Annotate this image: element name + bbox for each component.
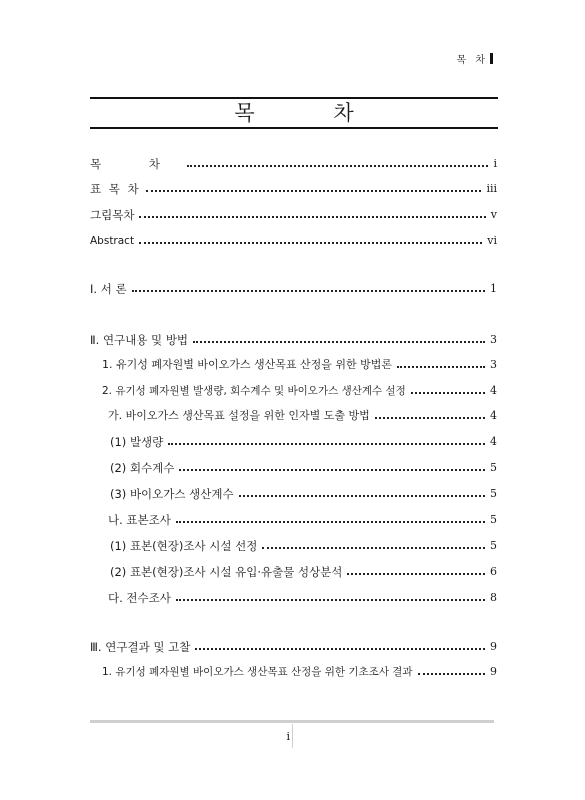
toc-leader-dots bbox=[179, 468, 485, 471]
toc-entry-page: 3 bbox=[490, 333, 497, 346]
toc-entry-page: 4 bbox=[490, 409, 497, 422]
toc-entry-item-sample-selection[interactable] bbox=[110, 537, 497, 553]
toc-entry-chapter-2[interactable] bbox=[90, 331, 497, 347]
toc-entry-subsection-ga[interactable] bbox=[108, 407, 497, 423]
toc-entry-chapter-3[interactable] bbox=[90, 638, 497, 654]
toc-entry-label: (2) 회수계수 bbox=[110, 461, 175, 475]
toc-leader-dots bbox=[262, 546, 485, 549]
toc-entry-list-of-tables[interactable] bbox=[90, 180, 497, 196]
toc-entry-label: Ⅲ. 연구결과 및 고찰 bbox=[90, 640, 191, 654]
toc-entry-section-3-1[interactable] bbox=[102, 663, 497, 679]
toc-entry-page: 5 bbox=[490, 513, 497, 526]
toc-entry-page: 8 bbox=[490, 591, 497, 604]
toc-entry-subsection-da[interactable] bbox=[108, 589, 497, 605]
toc-entry-label: (1) 발생량 bbox=[110, 435, 164, 449]
toc-leader-dots bbox=[176, 520, 485, 523]
toc-entry-page: 4 bbox=[490, 384, 497, 397]
toc-entry-page: 3 bbox=[490, 358, 497, 371]
toc-entry-page: i bbox=[493, 157, 497, 170]
title-rule-top bbox=[90, 97, 498, 99]
toc-entry-label: 그림목차 bbox=[90, 208, 135, 222]
footer-divider bbox=[292, 724, 293, 748]
toc-entry-item-1-generation[interactable] bbox=[110, 433, 497, 449]
toc-entry-page: 1 bbox=[490, 282, 497, 295]
toc-entry-subsection-na[interactable] bbox=[108, 511, 497, 527]
toc-entry-page: 6 bbox=[490, 565, 497, 578]
toc-entry-label: 1. 유기성 폐자원별 바이오가스 생산목표 산정을 위한 방법론 bbox=[102, 358, 392, 371]
toc-entry-label: Abstract bbox=[90, 235, 135, 247]
toc-entry-label: 1. 유기성 폐자원별 바이오가스 생산목표 산정을 위한 기초조사 결과 bbox=[102, 666, 413, 678]
toc-entry-label: Ⅱ. 연구내용 및 방법 bbox=[90, 333, 189, 347]
toc-leader-dots bbox=[418, 672, 485, 675]
toc-entry-page: 9 bbox=[490, 640, 497, 653]
toc-entry-label: (2) 표본(현장)조사 시설 유입·유출물 성상분석 bbox=[110, 565, 343, 579]
toc-leader-dots bbox=[176, 598, 485, 601]
toc-entry-page: 5 bbox=[490, 539, 497, 552]
toc-leader-dots bbox=[146, 189, 482, 192]
toc-leader-dots bbox=[411, 391, 485, 394]
toc-entry-page: v bbox=[490, 208, 497, 221]
toc-leader-dots bbox=[139, 215, 485, 218]
toc-leader-dots bbox=[239, 494, 485, 497]
toc-entry-page: 9 bbox=[490, 665, 497, 678]
toc-entry-abstract[interactable] bbox=[90, 232, 497, 248]
toc-entry-label: 표 목 차 bbox=[90, 182, 141, 196]
toc-entry-label: 가. 바이오가스 생산목표 설정을 위한 인자별 도출 방법 bbox=[108, 409, 370, 422]
toc-entry-label: 다. 전수조사 bbox=[108, 591, 171, 605]
footer-page-number: i bbox=[286, 730, 290, 743]
page-title: 목 차 bbox=[234, 101, 390, 125]
toc-leader-dots bbox=[193, 340, 485, 343]
toc-entry-list-of-figures[interactable] bbox=[90, 206, 497, 222]
toc-leader-dots bbox=[397, 365, 485, 368]
toc-entry-page: iii bbox=[486, 182, 497, 195]
toc-entry-chapter-1[interactable] bbox=[90, 280, 497, 296]
toc-entry-page: 4 bbox=[490, 435, 497, 448]
toc-leader-dots bbox=[139, 241, 482, 244]
toc-leader-dots bbox=[375, 416, 485, 419]
header-section-mark bbox=[457, 51, 494, 66]
toc-leader-dots bbox=[168, 442, 485, 445]
toc-entry-label: 2. 유기성 폐자원별 발생량, 회수계수 및 바이오가스 생산계수 설정 bbox=[102, 385, 406, 397]
toc-leader-dots bbox=[347, 572, 485, 575]
toc-entry-label: Ⅰ. 서 론 bbox=[90, 282, 127, 296]
header-mark-bar bbox=[490, 53, 493, 64]
toc-entry-page: 5 bbox=[490, 461, 497, 474]
toc-entry-section-2-2[interactable] bbox=[102, 382, 497, 398]
toc-entry-item-sample-analysis[interactable] bbox=[110, 563, 497, 579]
toc-entry-label: 나. 표본조사 bbox=[108, 513, 171, 527]
toc-entry-label: (1) 표본(현장)조사 시설 선정 bbox=[110, 539, 258, 553]
toc-entry-item-2-recovery[interactable] bbox=[110, 459, 497, 475]
toc-entry-label: 목 차 bbox=[90, 157, 182, 171]
toc-entry-label: (3) 바이오가스 생산계수 bbox=[110, 487, 234, 501]
toc-entry-page: 5 bbox=[490, 487, 497, 500]
toc-leader-dots bbox=[195, 647, 485, 650]
toc-leader-dots bbox=[187, 164, 489, 167]
footer-rule bbox=[90, 720, 494, 723]
header-mark-text: 목 차 bbox=[456, 55, 488, 66]
toc-leader-dots bbox=[132, 289, 485, 292]
toc-entry-section-2-1[interactable] bbox=[102, 356, 497, 372]
toc-entry-contents[interactable] bbox=[90, 155, 497, 171]
toc-entry-page: vi bbox=[487, 234, 497, 247]
title-rule-bottom bbox=[90, 127, 498, 129]
toc-entry-item-3-biogas[interactable] bbox=[110, 485, 497, 501]
